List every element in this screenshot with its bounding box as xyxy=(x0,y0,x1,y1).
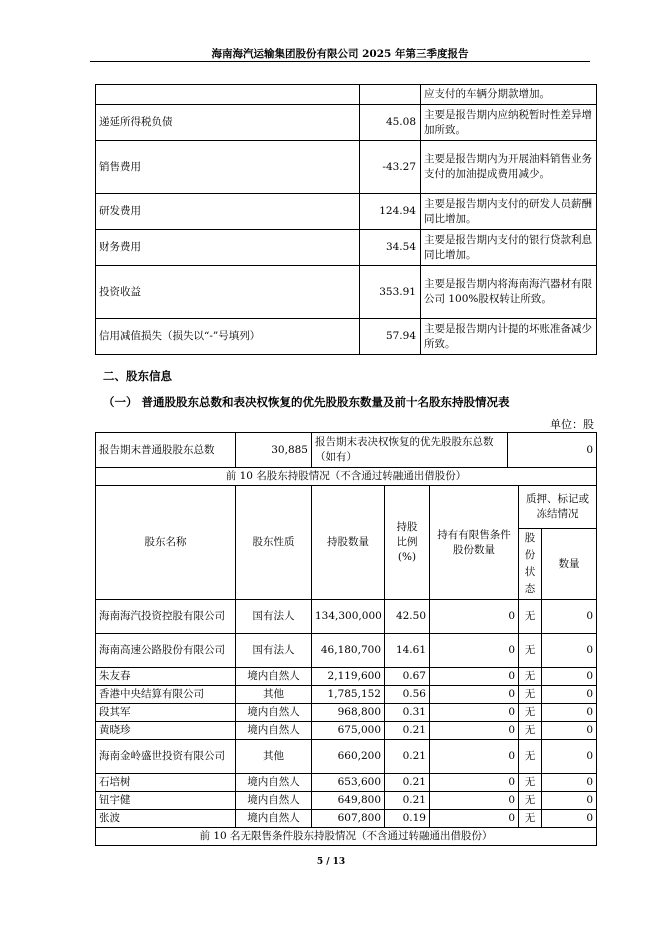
holder-status: 无 xyxy=(519,792,542,810)
header-nature: 股东性质 xyxy=(236,486,312,600)
holder-status: 无 xyxy=(519,722,542,740)
header-qty: 数量 xyxy=(542,529,597,600)
holder-restricted: 0 xyxy=(430,792,519,810)
table-row xyxy=(96,704,597,722)
reason-cell: 主要是报告期内应纳税暂时性差异增加所致。 xyxy=(421,105,597,141)
holder-ratio: 0.56 xyxy=(385,686,430,704)
table-row xyxy=(96,634,597,668)
table-row xyxy=(96,828,597,846)
holder-status: 无 xyxy=(519,686,542,704)
holder-ratio: 0.67 xyxy=(385,668,430,686)
holder-name: 朱友春 xyxy=(96,668,236,686)
table-row xyxy=(96,774,597,792)
table-caption: 前 10 名无限售条件股东持股情况（不含通过转融通出借股份） xyxy=(96,828,597,846)
header-shares: 持股数量 xyxy=(312,486,385,600)
holder-qty: 0 xyxy=(542,774,597,792)
holder-qty: 0 xyxy=(542,668,597,686)
table-row xyxy=(96,141,597,194)
holder-qty: 0 xyxy=(542,600,597,634)
summary-value: 30,885 xyxy=(236,433,312,468)
holder-restricted: 0 xyxy=(430,686,519,704)
holder-status: 无 xyxy=(519,774,542,792)
table-row xyxy=(96,686,597,704)
header-status xyxy=(519,529,542,600)
item-cell: 研发费用 xyxy=(96,194,360,230)
holder-qty: 0 xyxy=(542,810,597,828)
holder-status: 无 xyxy=(519,600,542,634)
summary-label: 报告期末普通股股东总数 xyxy=(96,433,236,468)
holder-shares: 607,800 xyxy=(312,810,385,828)
holder-restricted: 0 xyxy=(430,600,519,634)
holder-name: 海南高速公路股份有限公司 xyxy=(96,634,236,668)
holder-name: 海南金岭盛世投资有限公司 xyxy=(96,740,236,774)
value-cell: 353.91 xyxy=(360,266,421,319)
table-row xyxy=(96,105,597,141)
table-row xyxy=(96,722,597,740)
holder-shares: 968,800 xyxy=(312,704,385,722)
top10-shareholders-table xyxy=(95,467,597,846)
holder-nature: 境内自然人 xyxy=(236,792,312,810)
page-number: 5 / 13 xyxy=(316,857,346,867)
holder-name: 黄晓珍 xyxy=(96,722,236,740)
holder-shares: 660,200 xyxy=(312,740,385,774)
holder-restricted: 0 xyxy=(430,634,519,668)
holder-nature: 其他 xyxy=(236,740,312,774)
table-row xyxy=(96,266,597,319)
holder-name: 钮宇健 xyxy=(96,792,236,810)
holder-ratio: 14.61 xyxy=(385,634,430,668)
item-cell: 递延所得税负债 xyxy=(96,105,360,141)
table-row xyxy=(96,600,597,634)
table-caption: 前 10 名股东持股情况（不含通过转融通出借股份） xyxy=(96,468,597,486)
header-ratio-line: 比例 xyxy=(396,536,418,548)
holder-ratio: 0.21 xyxy=(385,740,430,774)
holder-restricted: 0 xyxy=(430,774,519,792)
holder-qty: 0 xyxy=(542,792,597,810)
item-cell: 信用减值损失（损失以“-”号填列） xyxy=(96,319,360,355)
table-row xyxy=(96,468,597,486)
value-cell: -43.27 xyxy=(360,141,421,194)
holder-status: 无 xyxy=(519,810,542,828)
reason-cell: 主要是报告期内支付的银行贷款利息同比增加。 xyxy=(421,230,597,266)
change-reason-table xyxy=(95,84,597,355)
header-status-char: 股 xyxy=(524,532,536,544)
holder-ratio: 0.21 xyxy=(385,792,430,810)
value-cell: 124.94 xyxy=(360,194,421,230)
header-rule xyxy=(90,61,590,62)
holder-shares: 675,000 xyxy=(312,722,385,740)
holder-nature: 境内自然人 xyxy=(236,722,312,740)
header-restricted: 持有有限售条件股份数量 xyxy=(430,486,519,600)
holder-qty: 0 xyxy=(542,686,597,704)
reason-cell: 主要是报告期内计提的坏账准备减少所致。 xyxy=(421,319,597,355)
holder-nature: 国有法人 xyxy=(236,600,312,634)
item-cell: 财务费用 xyxy=(96,230,360,266)
holder-qty: 0 xyxy=(542,634,597,668)
holder-status: 无 xyxy=(519,740,542,774)
holder-qty: 0 xyxy=(542,722,597,740)
holder-shares: 2,119,600 xyxy=(312,668,385,686)
summary-label: 报告期末表决权恢复的优先股股东总数（如有） xyxy=(312,433,508,468)
header-ratio-line: 持股 xyxy=(396,521,418,533)
holder-name: 张波 xyxy=(96,810,236,828)
holder-nature: 其他 xyxy=(236,686,312,704)
holder-qty: 0 xyxy=(542,740,597,774)
header-pledge: 质押、标记或冻结情况 xyxy=(519,486,597,529)
holder-status: 无 xyxy=(519,704,542,722)
table-row xyxy=(96,85,597,105)
holder-nature: 国有法人 xyxy=(236,634,312,668)
summary-value: 0 xyxy=(508,433,597,468)
subsection-heading: （一） 普通股股东总数和表决权恢复的优先股股东数量及前十名股东持股情况表 xyxy=(103,395,510,409)
holder-ratio: 0.31 xyxy=(385,704,430,722)
holder-name: 海南海汽投资控股有限公司 xyxy=(96,600,236,634)
header-ratio-line: (%) xyxy=(397,551,417,563)
holder-name: 段其军 xyxy=(96,704,236,722)
holder-status: 无 xyxy=(519,634,542,668)
table-row xyxy=(96,433,597,468)
holder-ratio: 42.50 xyxy=(385,600,430,634)
header-status-char: 份 xyxy=(524,549,536,561)
section-heading: 二、股东信息 xyxy=(103,369,172,383)
holder-nature: 境内自然人 xyxy=(236,774,312,792)
header-name: 股东名称 xyxy=(96,486,236,600)
holder-restricted: 0 xyxy=(430,810,519,828)
holder-shares: 134,300,000 xyxy=(312,600,385,634)
holder-nature: 境内自然人 xyxy=(236,668,312,686)
item-cell: 投资收益 xyxy=(96,266,360,319)
holder-shares: 46,180,700 xyxy=(312,634,385,668)
holder-ratio: 0.21 xyxy=(385,722,430,740)
table-header-row xyxy=(96,486,597,529)
holder-ratio: 0.21 xyxy=(385,774,430,792)
table-cell xyxy=(360,85,421,105)
holder-status: 无 xyxy=(519,668,542,686)
holder-nature: 境内自然人 xyxy=(236,810,312,828)
reason-cell: 应支付的车辆分期款增加。 xyxy=(421,85,597,105)
table-row xyxy=(96,740,597,774)
reason-cell: 主要是报告期内为开展油料销售业务支付的加油提成费用减少。 xyxy=(421,141,597,194)
holder-ratio: 0.19 xyxy=(385,810,430,828)
holder-restricted: 0 xyxy=(430,704,519,722)
holder-restricted: 0 xyxy=(430,668,519,686)
holder-shares: 649,800 xyxy=(312,792,385,810)
item-cell: 销售费用 xyxy=(96,141,360,194)
table-row xyxy=(96,810,597,828)
value-cell: 45.08 xyxy=(360,105,421,141)
holder-qty: 0 xyxy=(542,704,597,722)
holder-nature: 境内自然人 xyxy=(236,704,312,722)
value-cell: 57.94 xyxy=(360,319,421,355)
table-row xyxy=(96,668,597,686)
unit-label: 单位：股 xyxy=(550,418,594,431)
holder-shares: 1,785,152 xyxy=(312,686,385,704)
holder-name: 香港中央结算有限公司 xyxy=(96,686,236,704)
report-header: 海南海汽运输集团股份有限公司 2025 年第三季度报告 xyxy=(211,48,469,60)
reason-cell: 主要是报告期内将海南海汽器材有限公司 100%股权转让所致。 xyxy=(421,266,597,319)
holder-restricted: 0 xyxy=(430,740,519,774)
table-cell xyxy=(96,85,360,105)
header-status-char: 状 xyxy=(524,566,536,578)
header-status-char: 态 xyxy=(524,583,536,595)
table-row xyxy=(96,319,597,355)
table-row xyxy=(96,194,597,230)
reason-cell: 主要是报告期内支付的研发人员薪酬同比增加。 xyxy=(421,194,597,230)
holder-restricted: 0 xyxy=(430,722,519,740)
table-row xyxy=(96,230,597,266)
holder-shares: 653,600 xyxy=(312,774,385,792)
header-ratio xyxy=(385,486,430,600)
table-row xyxy=(96,792,597,810)
holder-name: 石培树 xyxy=(96,774,236,792)
value-cell: 34.54 xyxy=(360,230,421,266)
shareholder-summary-table xyxy=(95,432,597,468)
